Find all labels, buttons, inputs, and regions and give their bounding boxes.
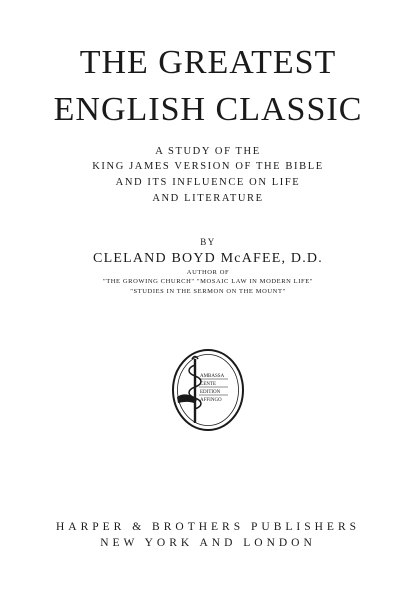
subtitle-line-4: AND LITERATURE (152, 193, 264, 204)
publisher-name: HARPER & BROTHERS PUBLISHERS (55, 521, 361, 533)
publisher-place: NEW YORK AND LONDON (100, 537, 316, 549)
subtitle-line-3: AND ITS INFLUENCE ON LIFE (115, 177, 301, 188)
title-line-1: THE GREATEST (79, 44, 337, 81)
title-line-2: ENGLISH CLASSIC (53, 91, 363, 128)
publisher-mark-emblem (170, 347, 246, 433)
prior-works-line-2: "STUDIES IN THE SERMON ON THE MOUNT" (130, 288, 286, 295)
svg-text:EDITION: EDITION (200, 390, 221, 395)
prior-works-line-1: "THE GROWING CHURCH" "MOSAIC LAW IN MODERN LIFE" (102, 278, 314, 285)
svg-text:CENTE: CENTE (200, 382, 217, 387)
author-name: CLELAND BOYD McAFEE, D.D. (93, 251, 323, 266)
by-label: BY (200, 237, 216, 247)
author-of-label: AUTHOR OF (186, 269, 230, 276)
subtitle-line-2: KING JAMES VERSION OF THE BIBLE (92, 161, 324, 172)
svg-text:AFFINGO: AFFINGO (200, 398, 222, 403)
svg-text:AMBASSA: AMBASSA (200, 374, 225, 379)
subtitle-line-1: A STUDY OF THE (155, 146, 261, 157)
